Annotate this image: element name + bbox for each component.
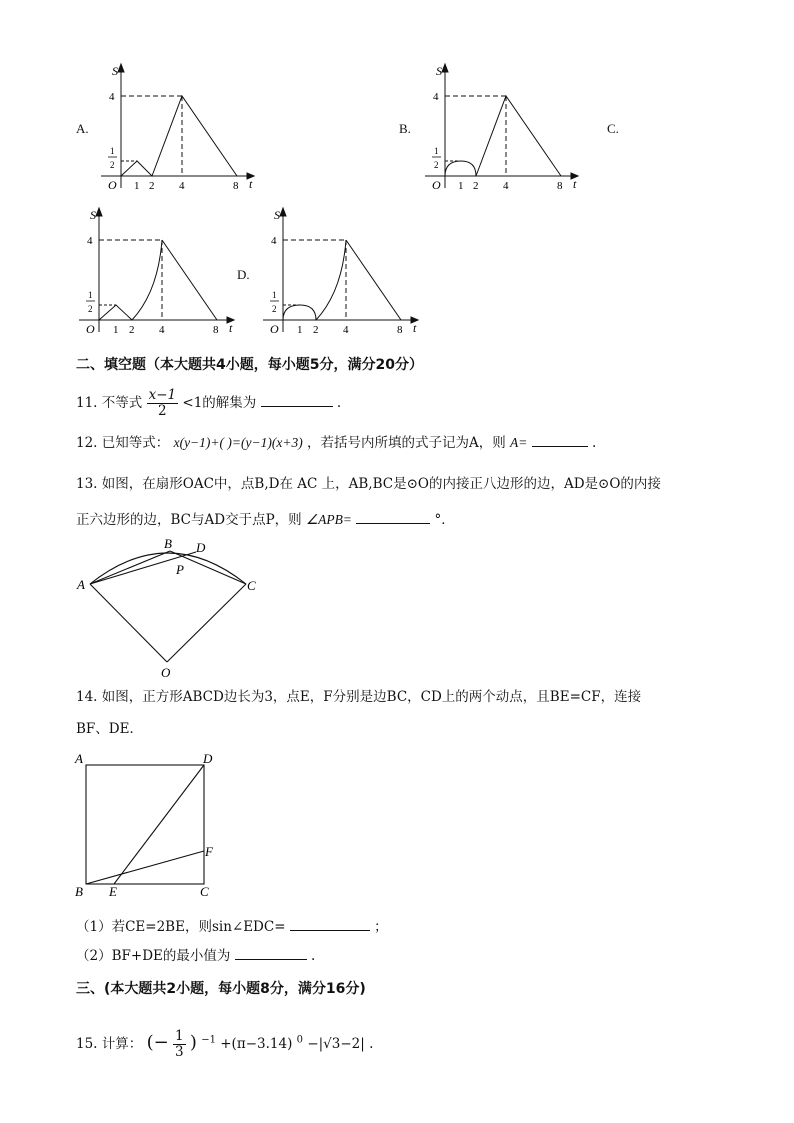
figure-sector-oac [72,534,272,684]
answer-blank-12[interactable] [532,432,588,447]
question-15-exponent-0: 0 [296,1034,304,1046]
x-tick-4: 4 [159,324,165,336]
point-a-label: A [77,577,85,592]
point-b-label: B [75,884,83,899]
answer-blank-14-2[interactable] [235,945,307,960]
y-tick-half-num: 1 [88,290,93,300]
point-c-label: C [200,884,209,899]
point-d-label: D [203,751,213,766]
curve-b [476,96,561,176]
question-12-text-mid: ，若括号内所填的式子记为A，则 [306,435,506,451]
y-tick-4: 4 [109,91,115,103]
question-12-a-equals: A= [510,435,528,450]
x-tick-4: 4 [179,180,185,192]
question-14-part-2-text: （2）BF+DE的最小值为 [76,948,231,964]
x-tick-2: 2 [129,324,135,336]
square-abcd [86,765,204,884]
x-tick-2: 2 [149,180,155,192]
origin-label: O [432,178,441,192]
x-tick-1: 1 [458,180,464,192]
curve-a [121,96,237,176]
question-15-paren-close: ) [189,1032,197,1053]
question-12-text-before: 已知等式： [101,435,170,451]
fraction-numerator: 1 [174,1028,184,1044]
segment-oc [167,584,246,662]
question-13-end: °． [434,512,455,528]
question-11-fraction [147,388,179,419]
question-15-exponent-neg1: −1 [201,1034,216,1046]
graph-a [96,58,266,194]
point-d-label: D [196,540,206,555]
origin-label: O [86,322,95,336]
x-tick-4: 4 [343,324,349,336]
x-tick-2: 2 [473,180,479,192]
point-f-label: F [205,844,213,859]
question-14-part-2-end: . [310,948,316,964]
question-15-number: 15. [76,1036,98,1052]
point-e-label: E [109,884,117,899]
question-15-fraction [173,1029,186,1060]
decline-segment-c [162,240,217,320]
question-13-angle: ∠APB= [305,512,352,527]
point-o-label: O [161,665,171,680]
x-tick-1: 1 [134,180,140,192]
question-11-number: 11. [76,395,98,411]
figure-square-abcd [72,748,232,903]
y-tick-half-den: 2 [272,304,277,314]
y-tick-half-num: 1 [110,146,115,156]
y-axis-arrow-icon [280,208,286,216]
s-label: S [112,64,118,78]
y-tick-4: 4 [87,235,93,247]
y-tick-half-den: 2 [110,160,115,170]
x-tick-2: 2 [313,324,319,336]
option-a-label: A. [76,121,89,136]
question-12-equation: x(y−1)+( )=(y−1)(x+3) [173,435,303,450]
t-label: t [249,177,253,191]
question-12 [76,432,596,453]
answer-blank-13[interactable] [356,509,430,524]
arc-ac [90,553,246,584]
convex-curve-d [316,240,346,320]
question-11 [76,388,341,419]
y-tick-half-den: 2 [434,160,439,170]
fraction-denominator: 3 [174,1044,184,1060]
s-label: S [90,208,96,222]
segment-de [114,765,204,884]
question-14-part-1 [76,916,388,937]
question-14-part-2 [76,945,315,966]
question-15-text: 计算： [101,1036,143,1052]
tent-segment-c [99,305,132,320]
segment-bf [86,851,204,884]
x-tick-8: 8 [557,180,563,192]
question-11-end: . [336,395,342,411]
s-label: S [436,64,442,78]
question-15-paren-open: (− [146,1032,169,1053]
t-label: t [573,177,577,191]
t-label: t [229,321,233,335]
segment-oa [90,584,167,662]
decline-segment-d [346,240,401,320]
origin-label: O [108,178,117,192]
question-15-end: . [369,1036,374,1052]
question-15 [76,1029,373,1060]
graph-b [420,58,590,194]
arc-segment-d [283,305,316,320]
section-2-heading: 二、填空题（本大题共4小题，每小题5分，满分20分） [76,357,423,373]
question-12-number: 12. [76,435,98,451]
point-p-label: P [176,562,184,577]
x-tick-8: 8 [397,324,403,336]
question-14-part-1-text: （1）若CE=2BE，则sin∠EDC= [76,919,286,935]
option-d-label: D. [237,267,250,282]
x-tick-1: 1 [113,324,119,336]
point-b-label: B [164,536,172,551]
point-c-label: C [247,578,256,593]
convex-curve-c [132,240,162,320]
question-14-line-2: BF、DE． [76,721,143,737]
y-axis-arrow-icon [442,64,448,72]
question-11-text-mid: <1的解集为 [182,395,257,411]
y-axis-arrow-icon [96,208,102,216]
question-11-text-before: 不等式 [101,395,143,411]
y-axis-arrow-icon [118,64,124,72]
y-tick-half-num: 1 [272,290,277,300]
arc-segment-b [445,161,476,176]
t-label: t [413,321,417,335]
x-tick-4: 4 [503,180,509,192]
y-tick-half-den: 2 [88,304,93,314]
question-12-end: . [591,435,597,451]
y-tick-half-num: 1 [434,146,439,156]
question-13-line-1: 13. 如图，在扇形OAC中，点B,D在 AC 上，AB,BC是⊙O的内接正八边形的边，AD是⊙O的内接 [76,476,661,492]
graph-c [74,202,244,338]
x-tick-1: 1 [297,324,303,336]
option-b-label: B. [399,121,411,136]
origin-label: O [270,322,279,336]
x-tick-8: 8 [233,180,239,192]
x-tick-8: 8 [213,324,219,336]
y-tick-4: 4 [271,235,277,247]
answer-blank-11[interactable] [261,392,333,407]
question-14-line-1: 14. 如图，正方形ABCD边长为3，点E，F分别是边BC，CD上的两个动点，且BE=CF，连接 [76,689,642,705]
fraction-numerator: x−1 [148,387,177,403]
question-15-abs-term: −|√3−2| [307,1036,365,1052]
question-15-pi-term: +(π−3.14) [220,1036,293,1052]
s-label: S [274,208,280,222]
question-14-part-1-end: ； [374,919,388,935]
fraction-denominator: 2 [158,403,167,419]
question-13-line-2 [76,509,455,530]
point-a-label: A [75,751,83,766]
segment-ab [90,551,170,584]
section-3-heading: 三、(本大题共2小题，每小题8分，满分16分) [76,981,366,997]
question-13-text: 正六边形的边，BC与AD交于点P，则 [76,512,302,528]
graph-d [258,202,428,338]
option-c-label: C. [607,121,619,136]
y-tick-4: 4 [433,91,439,103]
answer-blank-14-1[interactable] [290,916,370,931]
